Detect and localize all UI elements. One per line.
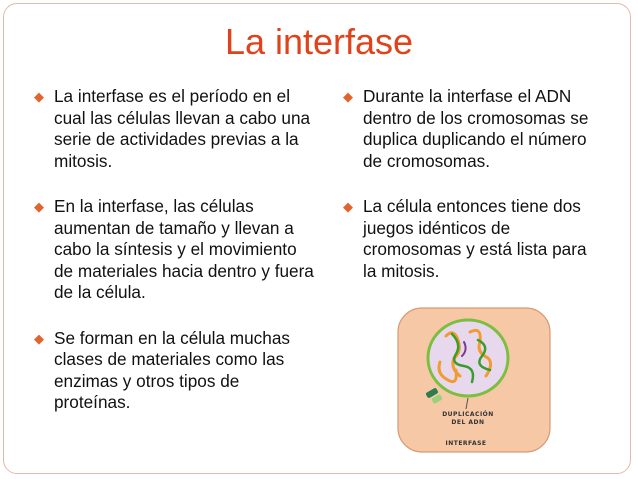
bullet-text: La célula entonces tiene dos juegos idénticos de cromosomas y está lista para la mitosis. bbox=[363, 196, 587, 281]
bullet-text: La interfase es el período en el cual las células llevan a cabo una serie de actividades previas a la mitosis. bbox=[54, 86, 311, 171]
bullet-item bbox=[343, 196, 613, 282]
interphase-cell-figure bbox=[396, 306, 552, 454]
bullet-item bbox=[34, 196, 324, 304]
bullet-item bbox=[343, 86, 613, 172]
nucleus bbox=[428, 320, 508, 396]
diamond-bullet-icon: ◆ bbox=[34, 330, 44, 346]
left-column bbox=[34, 86, 324, 438]
figure-caption: INTERFASE bbox=[445, 440, 487, 447]
diamond-bullet-icon: ◆ bbox=[343, 199, 353, 214]
bullet-text: En la interfase, las células aumentan de tamaño y llevan a cabo la síntesis y el movimiento de materiales hacia dentro y fuera de la célula. bbox=[54, 196, 314, 302]
bullet-item bbox=[34, 86, 324, 172]
cell-illustration bbox=[396, 306, 552, 454]
diamond-bullet-icon: ◆ bbox=[343, 89, 353, 104]
bullet-item bbox=[34, 328, 324, 414]
figure-label-line1: DUPLICACIÓN bbox=[442, 411, 494, 418]
bullet-text: Se forman en la célula muchas clases de materiales como las enzimas y otros tipos de proteínas. bbox=[54, 327, 290, 412]
diamond-bullet-icon: ◆ bbox=[34, 199, 44, 214]
right-column bbox=[343, 86, 613, 306]
slide-title: La interfase bbox=[224, 21, 414, 62]
figure-label-line2: DEL ADN bbox=[451, 419, 485, 426]
bullet-text: Durante la interfase el ADN dentro de los cromosomas se duplica duplicando el número de cromosomas. bbox=[363, 86, 589, 171]
diamond-bullet-icon: ◆ bbox=[34, 89, 44, 104]
